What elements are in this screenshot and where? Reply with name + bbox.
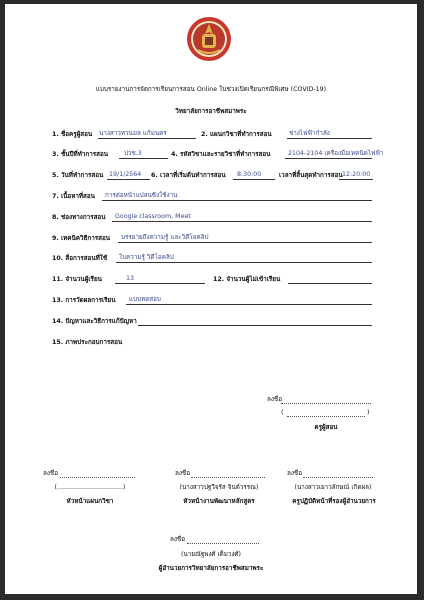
field-label-year: 3. ชั้นปีที่ทำการสอน <box>52 151 109 158</box>
field-label-evaluation: 13. การวัดผลการเรียน <box>52 297 116 304</box>
field-value-start-time: 8:30:00 <box>237 171 262 178</box>
sig4-name: (นายณัฐพงศ์ เต็มวงศ์) <box>181 551 241 558</box>
field-label-end-time: เวลาที่สิ้นสุดทำการสอน <box>279 172 343 179</box>
field-value-technique: บรรยายถึงความรู้ และวิดีโอคลิป <box>121 234 209 241</box>
field-label-teacher: 1. ชื่อครูผู้สอน <box>52 131 93 138</box>
sig2-role: หัวหน้างานพัฒนาหลักสูตร <box>183 498 255 505</box>
field-value-date: 19/1/2564 <box>109 171 142 178</box>
sig3-role: ครูปฏิบัติหน้าที่รองผู้อำนวยการ <box>292 498 376 505</box>
college-emblem-icon <box>186 16 232 62</box>
college-name: วิทยาลัยการอาชีพสมาพระ <box>175 108 247 115</box>
field-label-photos: 15. ภาพประกอบการสอน <box>52 339 123 346</box>
field-value-department: ช่างไฟฟ้ากำลัง <box>289 130 330 137</box>
field-label-technique: 9. เทคนิควิธีการสอน <box>52 235 111 242</box>
field-label-start-time: 6. เวลาที่เริ่มต้นทำการสอน <box>151 172 226 179</box>
sig1-name: (.................................) <box>54 484 126 491</box>
teacher-sign-label: ลงชื่อ <box>267 396 282 403</box>
field-label-subject: 4. รหัสวิชาและรายวิชาที่ทำการสอน <box>171 151 271 158</box>
sig3-label: ลงชื่อ <box>287 470 302 477</box>
field-value-year: ปวช.3 <box>124 150 142 157</box>
field-label-media: 10. สื่อการสอนที่ใช้ <box>52 255 108 262</box>
field-value-content: การต่อหน้าแปลนซิงใช้งาน <box>105 192 178 199</box>
field-label-students: 11. จำนวนผู้เรียน <box>52 276 102 283</box>
sig3-name: (นางสาวเยาวลักษณ์ เกิดผล) <box>294 484 372 491</box>
field-value-end-time: 12:20:00 <box>342 171 371 178</box>
sig2-name: (นางสาวปฐวีจรัส จินต์วรรณ) <box>179 484 259 491</box>
field-value-teacher: นางสาวทวนมล แก้มนคร <box>99 130 167 137</box>
sig1-label: ลงชื่อ <box>43 470 58 477</box>
field-label-channel: 8. ช่องทางการสอน <box>52 214 106 221</box>
field-value-subject: 2104-2104 เครื่องมือเทคนิคไฟฟ้า <box>288 150 384 157</box>
sig2-label: ลงชื่อ <box>175 470 190 477</box>
field-value-media: ใบความรู้ วิดีโอคลิป <box>119 254 174 261</box>
field-value-channel: Google classroom, Meet <box>115 213 191 220</box>
field-value-evaluation: แบบทดสอบ <box>129 296 161 303</box>
field-label-department: 2. แผนกวิชาที่ทำการสอน <box>201 131 272 138</box>
field-label-content: 7. เนื้อหาที่สอน <box>52 193 95 200</box>
teacher-role: ครูผู้สอน <box>314 424 338 431</box>
sig1-role: หัวหน้าแผนกวิชา <box>66 498 114 505</box>
field-value-students: 13 <box>126 275 135 282</box>
field-label-absent: 12. จำนวนผู้ไม่เข้าเรียน <box>213 276 281 283</box>
sig4-role: ผู้อำนวยการวิทยาลัยการอาชีพสมาพระ <box>158 565 264 572</box>
field-label-problems: 14. ปัญหาและวิธีการแก้ปัญหา <box>52 318 137 325</box>
field-label-date: 5. วันที่ทำการสอน <box>52 172 104 179</box>
sig4-label: ลงชื่อ <box>170 536 185 543</box>
report-title: แบบรายงานการจัดการเรียนการสอน Online ในช่วงเปิดเรียนกรณีพิเศษ (COVID-19) <box>95 86 327 93</box>
document-page: แบบรายงานการจัดการเรียนการสอน Online ในช่วงเปิดเรียนกรณีพิเศษ (COVID-19) วิทยาลัยการอาชีพสมาพระ 1. ชื่อครูผู้สอน นางสาวทวนมล แก้มนคร 2. แผนกวิชาที่ทำการสอน ช่างไฟฟ้ากำลัง 3. ชั้นปีที่ทำการสอน ปวช.3 4. รหัสวิชาและรายวิชาที่ทำการสอน 2104-2104 เครื่องมือเทคนิคไฟฟ้า 5. วันที่ทำการสอน 19/1/2564 6. เวลาที่เริ่มต้นทำการสอน 8:30:00 เวลาที่สิ้นสุดทำการสอน 12:20:00 7. เนื้อหาที่สอน การต่อหน้าแปลนซิงใช้งาน 8. ช่องทางการสอน Google classroom, Meet 9. เทคนิควิธีการสอน บรรยายถึงความรู้ และวิดีโอคลิป 10. สื่อการสอนที่ใช้ ใบความรู้ วิดีโอคลิป 11. จำนวนผู้เรียน 13 12. จำนวนผู้ไม่เข้าเรียน 13. การวัดผลการเรียน แบบทดสอบ 14. ปัญหาและวิธีการแก้ปัญหา 15. ภาพประกอบการสอน ลงชื่อ ( ) ครูผู้สอน ลงชื่อ (.................................) หัวหน้าแผนกวิชา ลงชื่อ (นางสาวปฐวีจรัส จินต์วรรณ) หัวหน้างานพัฒนาหลักสูตร ลงชื่อ (นางสาวเยาวลักษณ์ เกิดผล) ครูปฏิบัติหน้าที่รองผู้อำนวยการ ลงชื่อ (นายณัฐพงศ์ เต็มวงศ์) ผู้อำนวยการวิทยาลัยการอาชีพสมาพระ <box>5 4 417 594</box>
